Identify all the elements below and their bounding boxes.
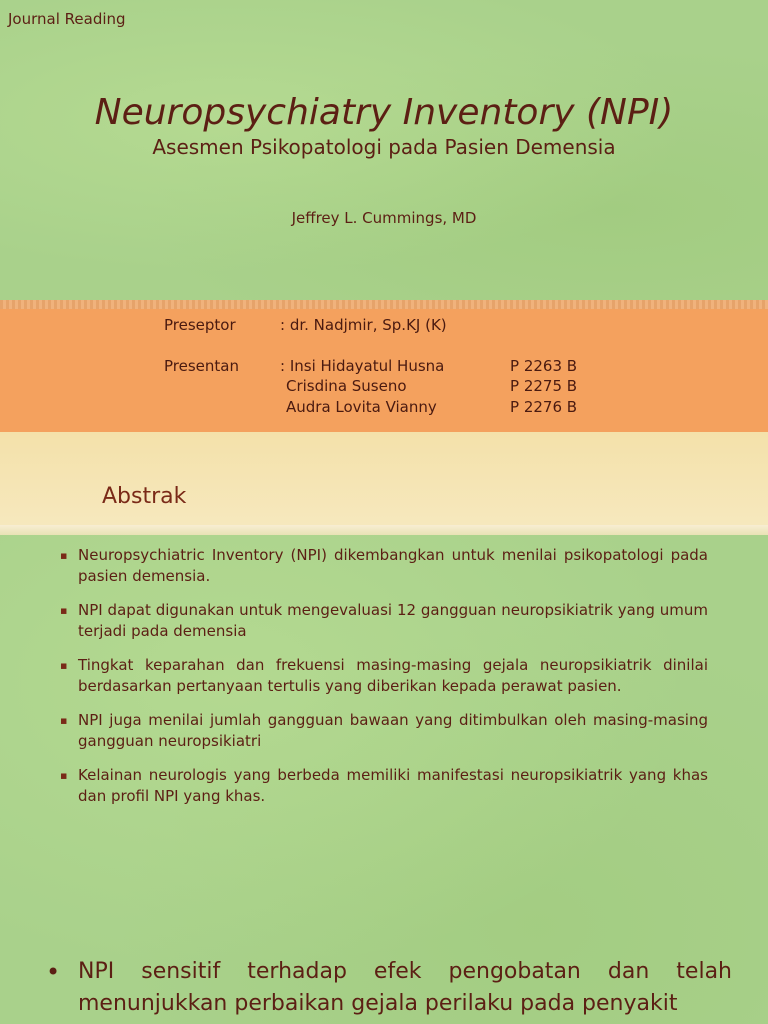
square-bullet-icon: ▪ xyxy=(60,714,68,727)
presenter-band xyxy=(0,309,768,432)
presenter-code: P 2276 B xyxy=(510,398,578,416)
round-bullet-icon: • xyxy=(46,958,61,986)
preceptor-value: : dr. Nadjmir, Sp.KJ (K) xyxy=(280,316,447,334)
presenter-name: Audra Lovita Vianny xyxy=(286,398,437,416)
abstract-list xyxy=(58,545,708,820)
presenter-label: Presentan xyxy=(164,357,239,375)
list-item: ▪ NPI dapat digunakan untuk mengevaluasi 12 gangguan neuropsikiatrik yang umum terjadi pada demensia xyxy=(60,601,708,640)
slide-title: Neuropsychiatry Inventory (NPI) xyxy=(94,92,674,133)
slide-subtitle: Asesmen Psikopatologi pada Pasien Demensia xyxy=(152,135,616,159)
preceptor-label: Preseptor xyxy=(164,316,236,334)
square-bullet-icon: ▪ xyxy=(60,769,68,782)
presenter-code: P 2263 B xyxy=(510,357,578,375)
presenter-name: Crisdina Suseno xyxy=(286,377,407,395)
next-slide-bullet xyxy=(46,956,732,1020)
list-item: ▪ NPI juga menilai jumlah gangguan bawaan yang ditimbulkan oleh masing-masing gangguan neuropsikiatri xyxy=(60,711,708,750)
author: Jeffrey L. Cummings, MD xyxy=(291,209,477,227)
divider-strip xyxy=(0,525,768,535)
square-bullet-icon: ▪ xyxy=(60,604,68,617)
abstract-header-band xyxy=(0,432,768,525)
presenter-name: : Insi Hidayatul Husna xyxy=(280,357,445,375)
list-item: ▪ Kelainan neurologis yang berbeda memiliki manifestasi neuropsikiatrik yang khas dan profil NPI yang khas. xyxy=(60,766,708,805)
divider-strip xyxy=(0,300,768,309)
list-item: ▪ Tingkat keparahan dan frekuensi masing-masing gejala neuropsikiatrik dinilai berdasarkan pertanyaan tertulis yang diberikan kepada perawat pasien. xyxy=(60,656,708,695)
abstract-heading: Abstrak xyxy=(102,484,187,509)
square-bullet-icon: ▪ xyxy=(60,659,68,672)
presenter-code: P 2275 B xyxy=(510,377,578,395)
list-item: ▪ Neuropsychiatric Inventory (NPI) dikembangkan untuk menilai psikopatologi pada pasien demensia. xyxy=(60,546,708,585)
square-bullet-icon: ▪ xyxy=(60,549,68,562)
journal-reading-label: Journal Reading xyxy=(8,10,126,28)
next-slide-text: NPI sensitif terhadap efek pengobatan dan telah menunjukkan perbaikan gejala perilaku pada penyakit xyxy=(78,959,732,1016)
